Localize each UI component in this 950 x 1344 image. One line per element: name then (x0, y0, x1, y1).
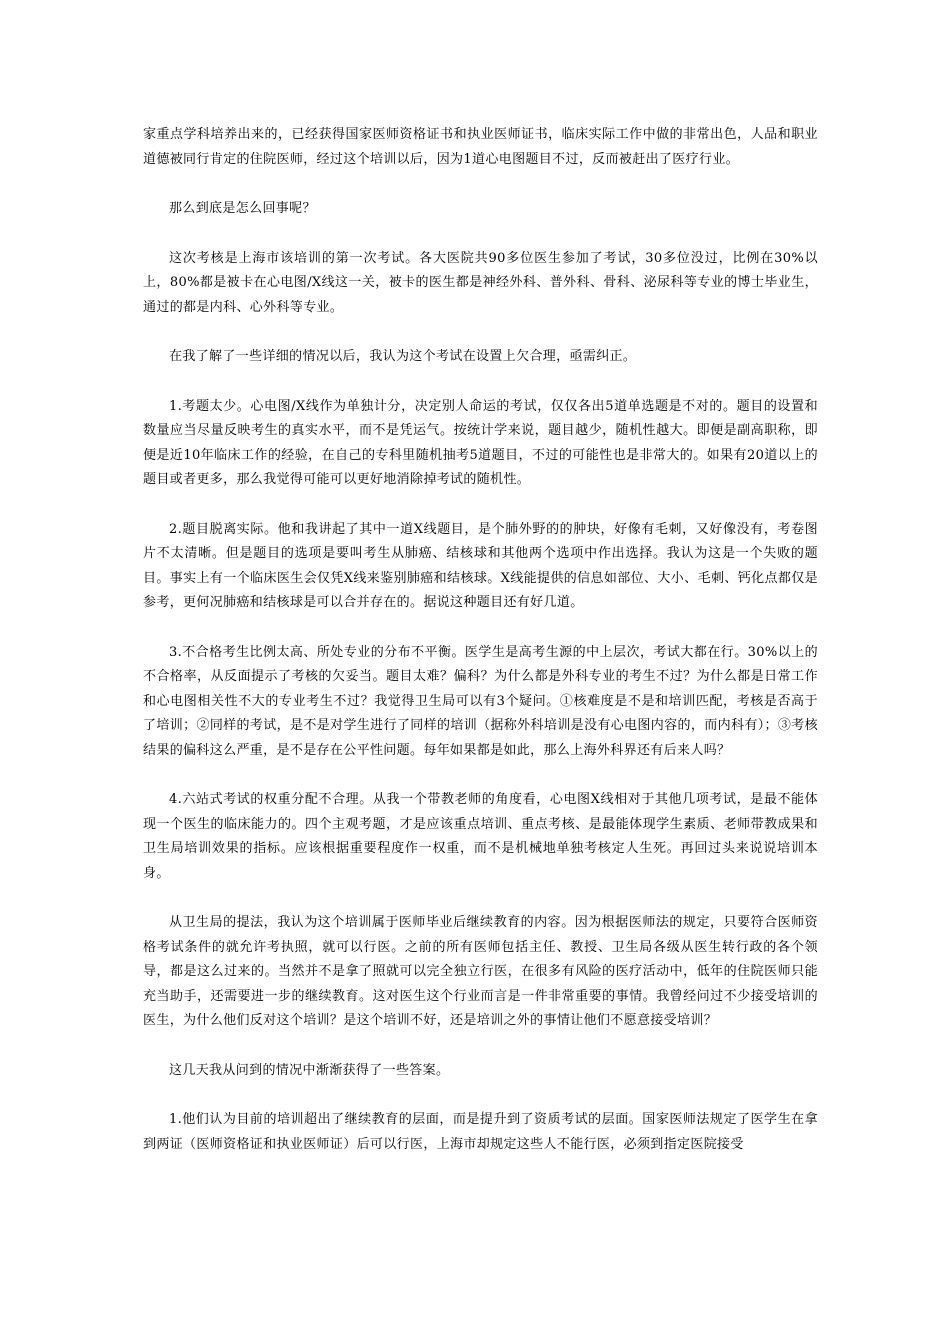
paragraph-exam-overview: 这次考核是上海市该培训的第一次考试。各大医院共90多位医生参加了考试，30多位没过，比例在30%以上，80%都是被卡在心电图/X线这一关，被卡的医生都是神经外科、普外科、骨科、泌尿科等专业的博士毕业生，通过的都是内科、心外科等专业。 (143, 250, 818, 315)
paragraph-point-1: 1.考题太少。心电图/X线作为单独计分，决定别人命运的考试，仅仅各出5道单选题是不对的。题目的设置和数量应当尽量反映考生的真实水平，而不是凭运气。按统计学来说，题目越少，随机性越大。即便是副高职称，即便是近10年临床工作的经验，在自己的专科里随机抽考5道题目，不过的可能性也是非常大的。如果有20道以上的题目或者更多，那么我觉得可能可以更好地消除掉考试的随机性。 (143, 398, 818, 487)
paragraph-point-3: 3.不合格考生比例太高、所处专业的分布不平衡。医学生是高考生源的中上层次，考试大都在行。30%以上的不合格率，从反面提示了考核的欠妥当。题目太难？偏科？为什么都是外科专业的考生不过？为什么都是日常工作和心电图相关性不大的专业考生不过？我觉得卫生局可以有3个疑问。①核难度是不是和培训匹配，考核是否高于了培训；②同样的考试，是不是对学生进行了同样的培训（据称外科培训是没有心电图内容的，而内科有）；③考核结果的偏科这么严重，是不是存在公平性问题。每年如果都是如此，那么上海外科界还有后来人吗？ (143, 644, 818, 758)
paragraph-answers-intro: 这几天我从问到的情况中渐渐获得了一些答案。 (169, 1062, 450, 1078)
paragraph-point-4: 4.六站式考试的权重分配不合理。从我一个带教老师的角度看，心电图X线相对于其他几项考试，是最不能体现一个医生的临床能力的。四个主观考题，才是应该重点培训、重点考核、是最能体现学生素质、老师带教成果和卫生局培训效果的指标。应该根据重要程度作一权重，而不是机械地单独考核定人生死。再回过头来说说培训本身。 (143, 792, 818, 881)
paragraph-answer-1: 1.他们认为目前的培训超出了继续教育的层面，而是提升到了资质考试的层面。国家医师法规定了医学生在拿到两证（医师资格证和执业医师证）后可以行医，上海市却规定这些人不能行医，必须到指定医院接受 (143, 1112, 818, 1152)
paragraph-opinion: 在我了解了一些详细的情况以后，我认为这个考试在设置上欠合理，亟需纠正。 (169, 349, 637, 364)
document-body (143, 123, 818, 1182)
paragraph-point-2: 2.题目脱离实际。他和我讲起了其中一道X线题目，是个肺外野的的肿块，好像有毛刺，又好像没有，考卷图片不太清晰。但是题目的选项是要叫考生从肺癌、结核球和其他两个选项中作出选择。我认为这是一个失败的题目。事实上有一个临床医生会仅凭X线来鉴别肺癌和结核球。X线能提供的信息如部位、大小、毛刺、钙化点都仅是参考，更何况肺癌和结核球是可以合并存在的。据说这种题目还有好几道。 (143, 521, 818, 610)
paragraph-continuing-education: 从卫生局的提法，我认为这个培训属于医师毕业后继续教育的内容。因为根据医师法的规定，只要符合医师资格考试条件的就允许考执照，就可以行医。之前的所有医师包括主任、教授、卫生局各级从医生转行政的各个领导，都是这么过来的。当然并不是拿了照就可以完全独立行医，在很多有风险的医疗活动中，低年的住院医师只能充当助手，还需要进一步的继续教育。这对医生这个行业而言是一件非常重要的事情。我曾经问过不少接受培训的医生，为什么他们反对这个培训？是这个培训不好，还是培训之外的事情让他们不愿意接受培训？ (143, 915, 818, 1028)
paragraph-question: 那么到底是怎么回事呢？ (169, 201, 316, 216)
paragraph-continuation: 家重点学科培养出来的，已经获得国家医师资格证书和执业医师证书，临床实际工作中做的非常出色，人品和职业道德被同行肯定的住院医师，经过这个培训以后，因为1道心电图题目不过，反而被赶出了医疗行业。 (143, 127, 818, 167)
